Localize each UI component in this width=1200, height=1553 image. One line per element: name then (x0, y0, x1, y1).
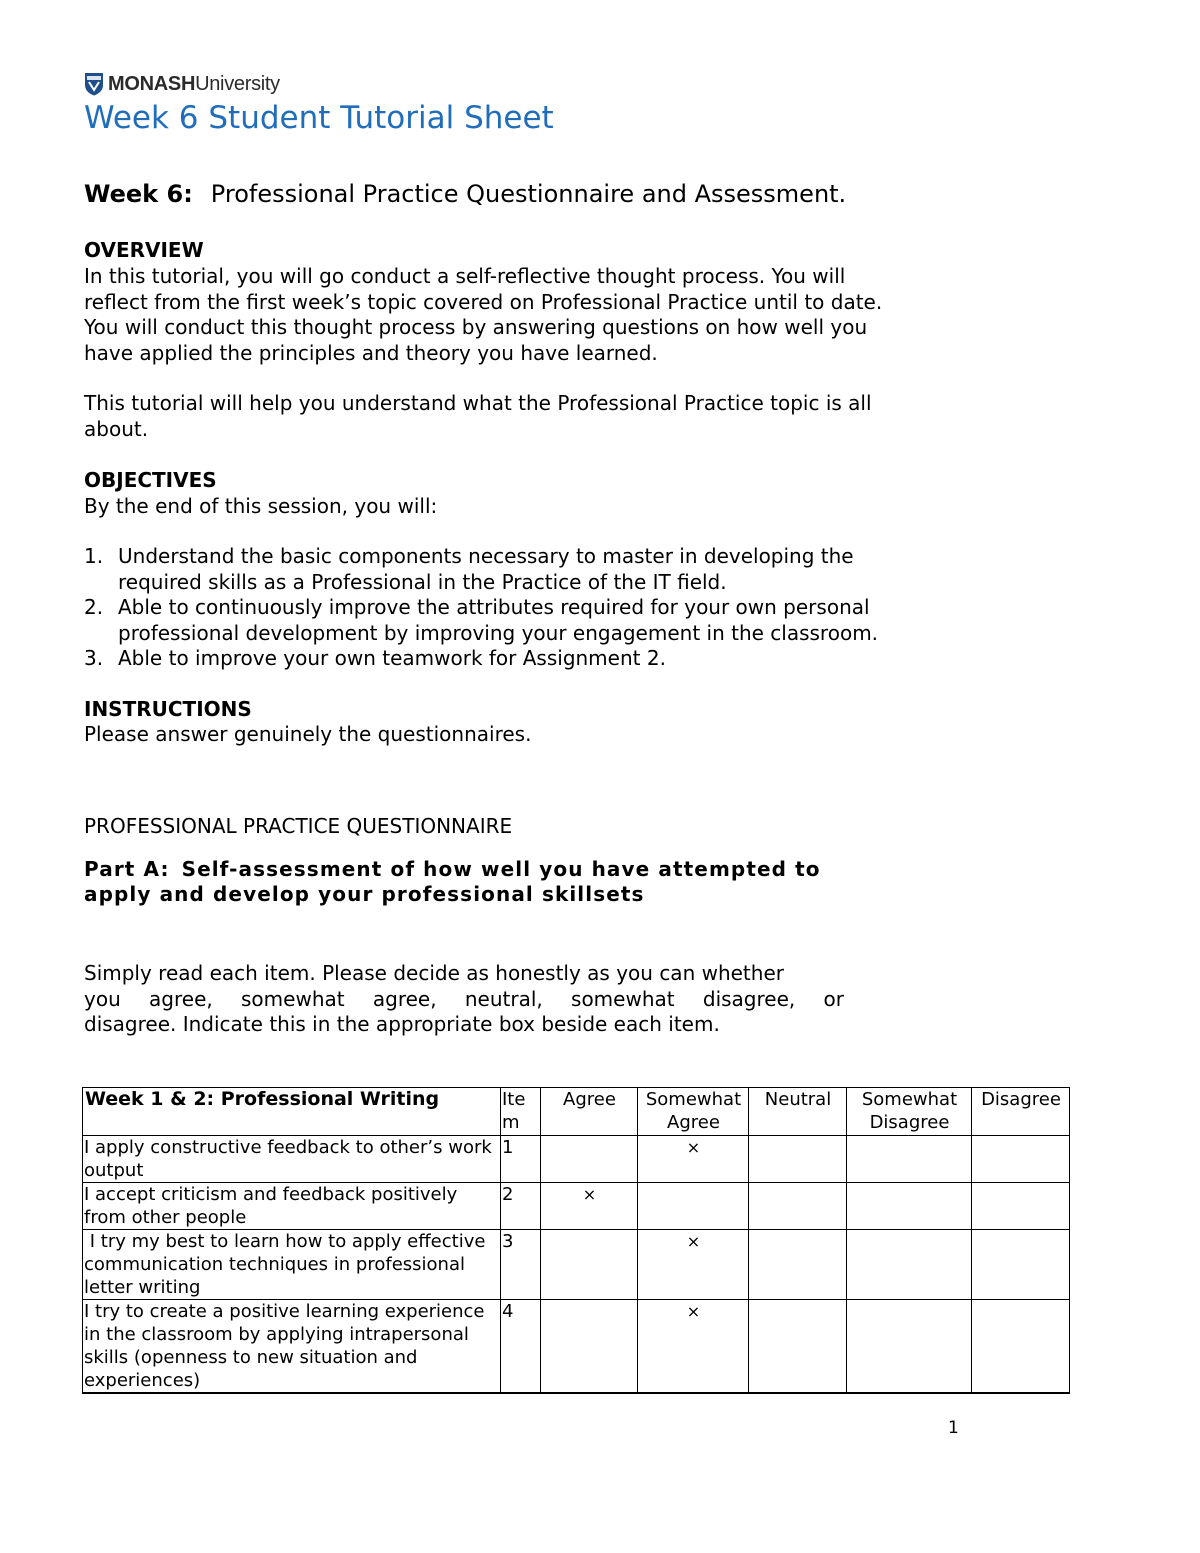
cell-neutral[interactable] (749, 1300, 847, 1394)
header-somewhat-agree: Somewhat Agree (638, 1088, 749, 1136)
objectives-intro: By the end of this session, you will: (84, 494, 438, 518)
table-row (83, 1136, 1070, 1183)
cell-agree[interactable] (541, 1300, 638, 1394)
row-item: 3 (501, 1230, 541, 1300)
cell-disagree[interactable] (972, 1230, 1070, 1300)
part-a-heading: Part A: Self-assessment of how well you have attempted to apply and develop your professional skillsets (84, 857, 821, 906)
cell-disagree[interactable] (972, 1136, 1070, 1183)
cell-agree[interactable] (541, 1230, 638, 1300)
cell-neutral[interactable] (749, 1230, 847, 1300)
objectives-list (84, 544, 878, 672)
header-agree: Agree (541, 1088, 638, 1136)
cell-disagree[interactable] (972, 1300, 1070, 1394)
cell-agree[interactable] (541, 1136, 638, 1183)
cell-neutral[interactable] (749, 1183, 847, 1230)
cell-somewhat-agree[interactable]: × (638, 1300, 749, 1394)
cell-agree[interactable]: × (541, 1183, 638, 1230)
row-item: 4 (501, 1300, 541, 1394)
page-title: Week 6 Student Tutorial Sheet (84, 100, 554, 136)
cell-neutral[interactable] (749, 1136, 847, 1183)
header-disagree: Disagree (972, 1088, 1070, 1136)
cell-somewhat-disagree[interactable] (847, 1230, 972, 1300)
table-header-row (83, 1088, 1070, 1136)
cell-somewhat-agree[interactable]: × (638, 1230, 749, 1300)
row-statement: I apply constructive feedback to other’s work output (83, 1136, 501, 1183)
cell-somewhat-disagree[interactable] (847, 1136, 972, 1183)
logo-wordmark: MONASHUniversity (108, 72, 280, 95)
week-heading (84, 180, 846, 208)
table-row (83, 1230, 1070, 1300)
row-statement: I try my best to learn how to apply effective communication techniques in professional letter writing (83, 1230, 501, 1300)
row-item: 1 (501, 1136, 541, 1183)
questionnaire-heading: PROFESSIONAL PRACTICE QUESTIONNAIRE (84, 814, 513, 838)
week-label: Week 6: (84, 180, 193, 208)
row-statement: I accept criticism and feedback positively from other people (83, 1183, 501, 1230)
row-statement: I try to create a positive learning experience in the classroom by applying intrapersonal skills (openness to new situation and experiences) (83, 1300, 501, 1394)
cell-somewhat-disagree[interactable] (847, 1183, 972, 1230)
list-item: 1. Understand the basic components necessary to master in developing the required skills as a Professional in the Practice of the IT field. (84, 544, 854, 594)
overview-paragraph-2: This tutorial will help you understand what the Professional Practice topic is all about. (84, 391, 872, 441)
table-row (83, 1300, 1070, 1394)
header-neutral: Neutral (749, 1088, 847, 1136)
header-statement: Week 1 & 2: Professional Writing (83, 1088, 501, 1136)
week-topic: Professional Practice Questionnaire and Assessment. (210, 180, 847, 208)
cell-somewhat-agree[interactable] (638, 1183, 749, 1230)
cell-disagree[interactable] (972, 1183, 1070, 1230)
objectives-heading: OBJECTIVES (84, 468, 217, 492)
header-somewhat-disagree: Somewhat Disagree (847, 1088, 972, 1136)
questionnaire-instructions: Simply read each item. Please decide as honestly as you can whether you agree, somewhat agree, neutral, somewhat disagree, or disagree. Indicate this in the appropriate box beside each item. (84, 961, 844, 1036)
overview-heading: OVERVIEW (84, 238, 204, 262)
monash-logo (84, 72, 280, 96)
header-item: Item (501, 1088, 541, 1136)
overview-paragraph: In this tutorial, you will go conduct a self-reflective thought process. You will reflect from the first week’s topic covered on Professional Practice until to date. You will conduct this thought process by answering questions on how well you have applied the principles and theory you have learned. (84, 264, 883, 365)
questionnaire-table (82, 1087, 1070, 1394)
monash-crest-icon (84, 72, 104, 96)
instructions-text: Please answer genuinely the questionnaires. (84, 722, 532, 746)
table-row (83, 1183, 1070, 1230)
list-item: 3. Able to improve your own teamwork for Assignment 2. (84, 646, 666, 670)
cell-somewhat-disagree[interactable] (847, 1300, 972, 1394)
page-number: 1 (948, 1418, 959, 1438)
list-item: 2. Able to continuously improve the attributes required for your own personal professional development by improving your engagement in the classroom. (84, 595, 879, 645)
instructions-heading: INSTRUCTIONS (84, 697, 252, 721)
row-item: 2 (501, 1183, 541, 1230)
cell-somewhat-agree[interactable]: × (638, 1136, 749, 1183)
